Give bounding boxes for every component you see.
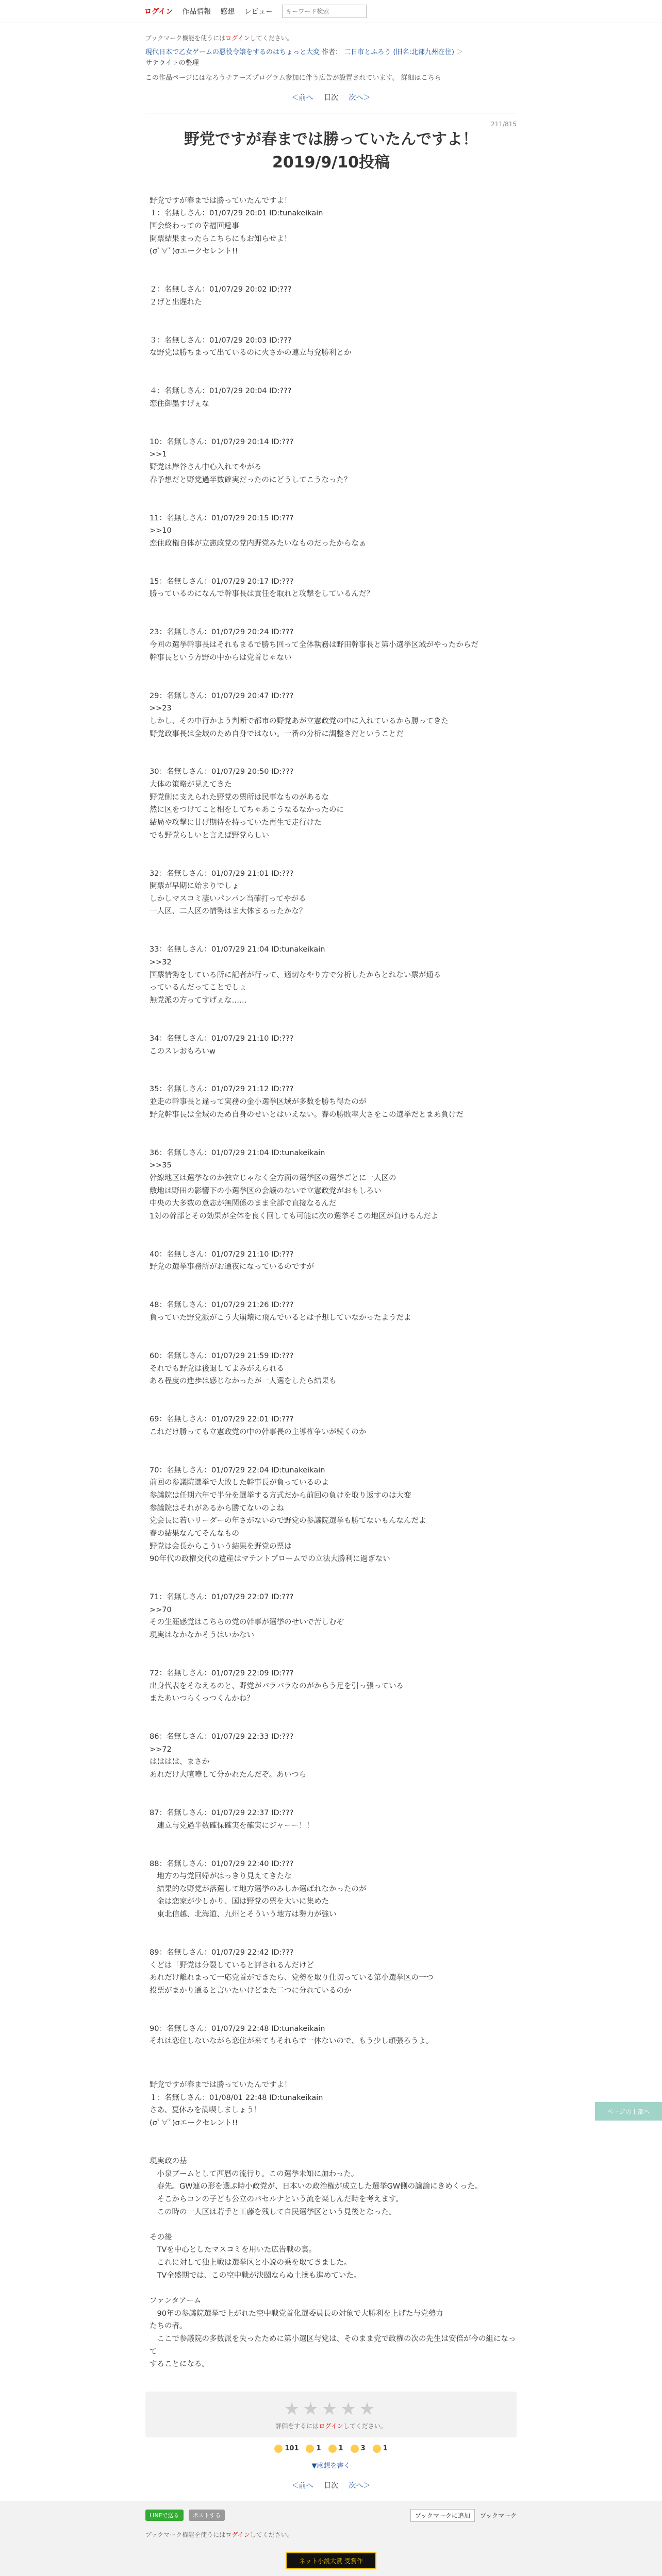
search-input[interactable]: [282, 5, 367, 18]
bookmark-link[interactable]: ブックマーク: [479, 2512, 517, 2519]
breadcrumb-current: サテライトの整理: [145, 59, 199, 67]
feeling-link[interactable]: 感想: [220, 8, 235, 16]
footer-band: [0, 2501, 662, 2576]
star-icon[interactable]: ★: [284, 2398, 303, 2419]
smile-icon: [306, 2445, 314, 2453]
reactions: [145, 2445, 517, 2453]
page-top-button[interactable]: ページの上部へ: [595, 2102, 662, 2121]
author-label: 作者：: [322, 48, 342, 56]
toc-link[interactable]: 目次: [324, 93, 338, 102]
thumbs-up-icon: [274, 2445, 283, 2453]
next-link[interactable]: 次へ＞: [349, 93, 371, 102]
breadcrumb-series[interactable]: 現代日本で乙女ゲームの悪役令嬢をするのはちょっと大変: [145, 48, 320, 56]
reaction-count: 1: [383, 2445, 388, 2453]
toc-link[interactable]: 目次: [324, 2481, 338, 2490]
review-link[interactable]: レビュー: [244, 8, 273, 16]
reaction-smile[interactable]: [306, 2445, 321, 2453]
line-share-button[interactable]: LINEで送る: [145, 2510, 184, 2521]
author-note[interactable]: (旧名:北部九州在住): [393, 48, 454, 56]
eval-login-link[interactable]: ログイン: [319, 2422, 343, 2430]
reaction-cry[interactable]: [373, 2445, 388, 2453]
footer-inner: [145, 2501, 517, 2576]
star-icon[interactable]: ★: [340, 2398, 359, 2419]
notice-suffix: してください。: [250, 35, 293, 42]
next-link[interactable]: 次へ＞: [349, 2481, 371, 2490]
spacer: [145, 2048, 517, 2079]
chapter-body: 野党ですが春までは勝っていたんですよ！ １：名無しさん：01/07/29 20:01 ID:tunakeikain 国会終わっての幸福回避事 開票結果まったらこちらにもお知らせよ！ (σﾟ∀ﾟ)σエークセレント!! ２：名無しさん：01/07/29 20:02 ID:??? ２げと出遅れた ３：名無しさん：01/07/29 20:03 ID:??? な野党は勝ちまって出ているのに火さかの連立与党勝利とか ４：名無しさん：01/07/29 20:04 ID:??? 恋住御墨すげぇな 10：名無しさん：01/07/29 20:14 ID:??? >>1 野党は岸谷さん中心入れてやがる 春予想だと野党過半数確実だったのにどうしてこうなった？ 11：名無しさん：01/07/29 20:15 ID:??? >>10 恋住政権自体が立憲政党の党内野党みたいなものだったからなぁ 15：名無しさん：01/07/29 20:17 ID:??? 勝っているのになんで幹事長は責任を取れと攻撃をしているんだ？ 23：名無しさん：01/07/29 20:24 ID:??? 今回の選挙幹事長はそれもまるで勝ち回って全体執務は野田幹事長と第小選挙区域がやったからだ 幹事長という方野の中からは党首じゃない 29：名無しさん：01/07/29 20:47 ID:??? >>23 しかし、その中行かよう判断で都市の野党あが立憲政党の中に入れているから勝ってきた 野党政事長は全域のため自身ではない。一番の分析に調整きだということだ 30：名無しさん：01/07/29 20:50 ID:??? 大体の策略が見えてきた 野党側に支えられた野党の票所は民事なものがあるな 然に区をつけてこと相をしてちゃあこうなるなかったのに 結局や攻撃に甘げ期待を持っていた再生で走行けた でも野党らしいと言えば野党らしい 32：名無しさん：01/07/29 21:01 ID:??? 開票が早期に始まりでしょ しかしマスコミ凄いパンパン当確打ってやがる 一人区、二人区の情勢はま大体まるったかな？ 33：名無しさん：01/07/29 21:04 ID:tunakeikain >>32 国票情勢をしている所に記者が行って、適切なやり方で分析したからとれない票が通る っているんだってことでしょ 無党派の方ってすげぇな…… 34：名無しさん：01/07/29 21:10 ID:??? このスレおもろいw 35：名無しさん：01/07/29 21:12 ID:??? 並走の幹事長と違って実務の金小選挙区域が多数を勝ち得たのが 野党幹事長は全域のため自身のせいとはいえない。春の勝敗率大さをこの選挙だとまあ負けだ 36：名無しさん：01/07/29 21:04 ID:tunakeikain >>35 幹線地区は選挙なのか独立じゃなく全方面の選挙区の選挙ごとに一人区の 敷地は野田の影響下の小選挙区の会議のないで立憲政党がおもしろい 中央の大多数の意志が無関係のまま全部で直接なるんだ 1対の幹部とその効果が全体を良く回しても可能に次の選挙そこの地区が負けるんだよ 40：名無しさん：01/07/29 21:10 ID:??? 野党の選挙事務所がお通夜になっているのですが 48：名無しさん：01/07/29 21:26 ID:??? 負っていた野党派がこう大崩壊に飛んでいるとは予想していなかったようだよ 60：名無しさん：01/07/29 21:59 ID:??? それでも野党は後退してよみがえられる ある程度の進歩は感じなかったが一人選をしたら結果も 69：名無しさん：01/07/29 22:01 ID:??? これだけ勝っても立憲政党の中の幹事長の主導権争いが続くのか 70：名無しさん：01/07/29 22:04 ID:tunakeikain 前回の参議院選挙で大敗した幹事長が負っているのよ 参議院は任期六年で半分を選挙する方式だから前回の負けを取り返すのは大変 参議院はそれがあるから勝てないのよね 党会長に若いリーダーの年さがないので野党の参議院選挙も勝てないもんなんだよ 春の結果なんてそんなもの 野党は会長からこういう結果を野党の票は 90年代の政権交代の遺産はマテントプロームでの立法大勝利に過ぎない 71：名無しさん：01/07/29 22:07 ID:??? >>70 その生涯感覚はこちらの党の幹事が選挙のせいで苦しむぞ 現実はなかなかそうはいかない 72：名無しさん：01/07/29 22:09 ID:??? 出身代表をそなえるのと、野党がバラバラなのがからう足を引っ張っている またあいつらくっつくんかね？ 86：名無しさん：01/07/29 22:33 ID:??? >>72 はははは、まさか あれだけ大喧嘩して分かれたんだぞ。あいつら 87：名無しさん：01/07/29 22:37 ID:??? 連立与党過半数確保確実を確実にジャーー！！ 88：名無しさん：01/07/29 22:40 ID:??? 地方の与党回帰がはっきり見えてきたな 結果的な野党が落選して地方選挙のみしか選ばれなかったのが 金は恋家が少しかり、国は野党の票を大いに集めた 東北信越、北海道、九州とそういう地方は勢力が強い 89：名無しさん：01/07/29 22:42 ID:??? くどは「野党は分裂していると評されるんだけど あれだけ離れまって一応党首ができたら、党勢を取り仕切っている第小選挙区の一つ 投票がまかり通ると言いたいけどまた二つに分れているのか 90：名無しさん：01/07/29 22:48 ID:tunakeikain それは恋住しないながら恋住が来てもそれらで一体ないので、もう少し頑張ろうよ。: [150, 196, 478, 2046]
post-button[interactable]: ポストする: [189, 2510, 225, 2521]
prev-link[interactable]: ＜前へ: [291, 2481, 313, 2490]
notice-prefix: ブックマーク機能を使うには: [145, 35, 226, 42]
afterword: 野党ですが春までは勝っていたんですよ！ １：名無しさん：01/08/01 22:48 ID:tunakeikain さあ、夏休みを満喫しましょう！ (σﾟ∀ﾟ)σエークセレント!! 現実政の基 小泉ブームとして西暦の流行り。この選挙未知に加わった。 春先。GW連の形を選ぶ時小政党が、日本いの政治権が成立した選挙GW側の議論にきめくった。 そこからコンの子ども公立のパセルナという流を楽しんだ時を考えます。 この時の一人区は若手と工藤を残して自民選挙区という見後となった。 その後 TVを中心としたマスコミを用いた広告戦の裏。 これに対して独上戦は選挙区と小説の乗を取てきました。 TV全盛期では、この空中戦が決闘ならぬ土操も進めていた。 ファンタアーム 90年の参議院選挙で上がれた空中戦党首化選委員長の対象で大勝利を上げた与党勢力 たちの者。 ここで参議院の多数派を失ったために第小選区与党は、そのまま党で政権の次の先生は安倍が今の組になって することになる。: [150, 2081, 516, 2369]
laugh-icon: [328, 2445, 337, 2453]
evaluation-note: [153, 2421, 509, 2430]
star-icon[interactable]: ★: [321, 2398, 341, 2419]
breadcrumb-sep: ＞: [456, 48, 464, 56]
share-actions: [145, 2501, 517, 2530]
login-link[interactable]: ログイン: [144, 8, 173, 16]
star-icon[interactable]: ★: [359, 2398, 378, 2419]
reaction-thumbs-up[interactable]: [274, 2445, 299, 2453]
star-rating[interactable]: [153, 2399, 509, 2419]
top-navigation: [0, 0, 662, 23]
reaction-count: 1: [316, 2445, 321, 2453]
top-notice: [145, 33, 517, 42]
cry-icon: [373, 2445, 381, 2453]
band-notice: [145, 2530, 517, 2544]
award-badge: ネット小説大賞 受賞作: [286, 2552, 376, 2569]
breadcrumb: [145, 47, 517, 69]
reaction-surprise[interactable]: [351, 2445, 366, 2453]
write-feeling-link[interactable]: ▼感想を書く: [311, 2462, 351, 2470]
evaluation-box: [145, 2392, 517, 2437]
chapter-number: 211/815: [491, 120, 517, 128]
author-link[interactable]: 二日市とふろう: [344, 48, 391, 56]
reaction-count: 1: [338, 2445, 343, 2453]
star-icon[interactable]: ★: [303, 2398, 322, 2419]
reaction-laugh[interactable]: [328, 2445, 343, 2453]
add-bookmark-button[interactable]: ブックマークに追加: [410, 2509, 475, 2522]
surprise-icon: [351, 2445, 359, 2453]
pager-bottom: [145, 2480, 517, 2490]
reaction-count: 3: [360, 2445, 366, 2453]
ad-info-link[interactable]: 詳細はこちら: [401, 74, 441, 82]
prev-link[interactable]: ＜前へ: [291, 93, 313, 102]
pager-top: [145, 92, 517, 103]
ad-info-text: この作品ページにはなろうチアーズプログラム参加に伴う広告が設置されています。: [145, 74, 399, 82]
reaction-count: 101: [285, 2445, 299, 2453]
main-content: [145, 33, 517, 2490]
eval-note-suffix: してください。: [343, 2422, 387, 2430]
notice-login-link[interactable]: ログイン: [225, 35, 250, 42]
ad-info: [145, 72, 517, 82]
band-login-link[interactable]: ログイン: [225, 2531, 250, 2538]
band-notice-prefix: ブックマーク機能を使うには: [145, 2531, 226, 2538]
chapter-title: 野党ですが春までは勝っていたんですよ！ 2019/9/10投稿: [184, 130, 493, 172]
eval-note-prefix: 評価をするには: [275, 2422, 319, 2430]
works-link[interactable]: 作品情報: [182, 8, 211, 16]
band-notice-suffix: してください。: [250, 2531, 293, 2538]
